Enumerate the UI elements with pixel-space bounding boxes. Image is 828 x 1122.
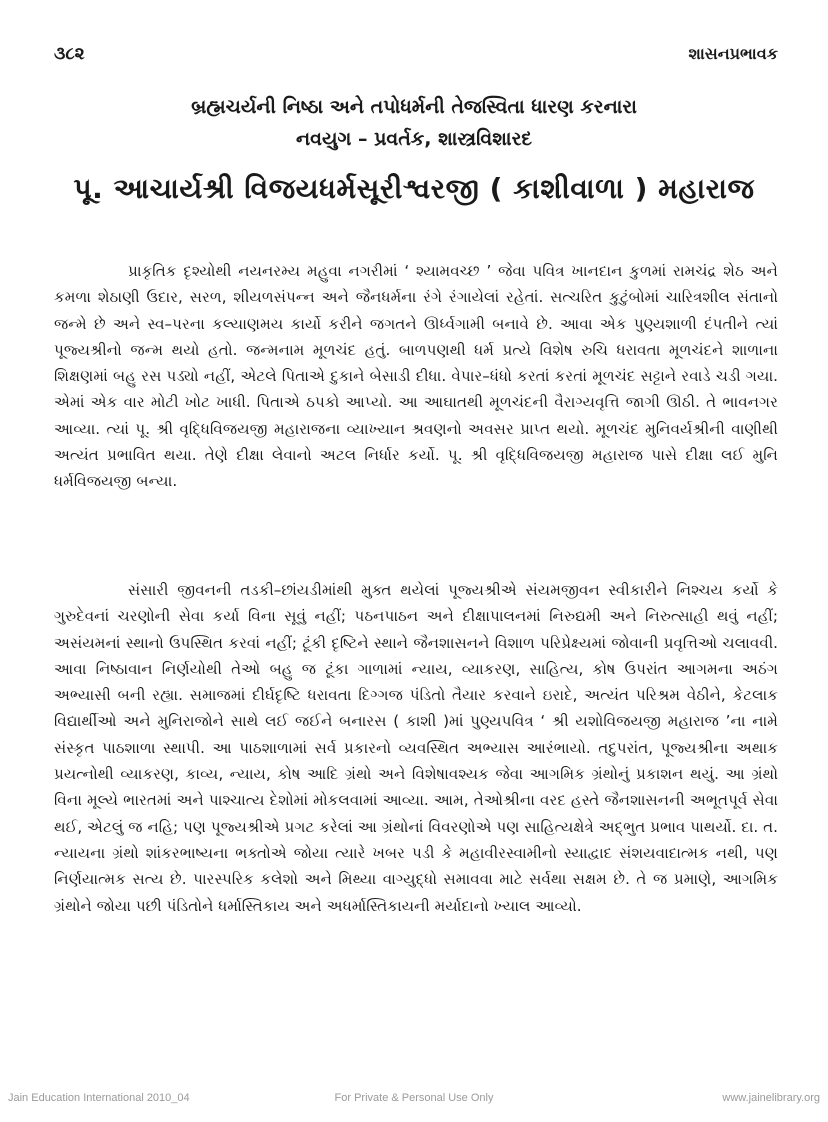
page-number: ૩૮૨ xyxy=(54,44,85,64)
footer-usage-note: For Private & Personal Use Only xyxy=(334,1092,494,1104)
subtitle-line-1: બ્રહ્મચર્યની નિષ્ઠા અને તપોધર્મની તેજસ્વિતા ધારણ કરનારા xyxy=(191,96,637,118)
footer-website-link[interactable]: www.jainelibrary.org xyxy=(722,1092,820,1104)
subtitle-line-2: નવયુગ – પ્રવર્તક, શાસ્ત્રવિશારદ xyxy=(295,128,533,150)
main-title: પૂ. આચાર્યશ્રી વિજયધર્મસૂરીશ્વરજી ( કાશીવાળા ) મહારાજ xyxy=(73,172,755,205)
body-paragraph-2 xyxy=(54,577,778,919)
footer-publisher: Jain Education International 2010_04 xyxy=(8,1092,190,1104)
body-paragraph-1 xyxy=(54,258,778,495)
paragraph-text: સંસારી જીવનની તડકી–છાંયડીમાંથી મુક્ત થયેલાં પૂજ્યશ્રીએ સંયમજીવન સ્વીકારીને નિશ્ચય કર્યો કે ગુરુદેવનાં ચરણોની સેવા કર્યા વિના સૂવું નહીં; પઠનપાઠન અને દીક્ષાપાલનમાં નિરુદ્યમી અને નિરુત્સાહી થવું નહીં; અસંયમનાં સ્થાનો ઉપસ્થિત કરવાં નહીં; ટૂંકી દૃષ્ટિને સ્થાને જૈનશાસનને વિશાળ પરિપ્રેક્ષ્યમાં જોવાની પ્રવૃત્તિઓ ચલાવવી. આવા નિષ્ઠાવાન નિર્ણયોથી તેઓ બહુ જ ટૂંકા ગાળામાં ન્યાય, વ્યાકરણ, સાહિત્ય, કોષ ઉપરાંત આગમના અઠંગ અભ્યાસી બની રહ્યા. સમાજમાં દીર્ઘદૃષ્ટિ ધરાવતા દિગ્ગજ પંડિતો તૈયાર કરવાને ઇરાદે, અત્યંત પરિશ્રમ વેઠીને, કેટલાક વિદ્યાર્થીઓ અને મુનિરાજોને સાથે લઈ જઈને બનારસ ( કાશી )માં પુણ્યપવિત્ર ‘ શ્રી યશોવિજયજી મહારાજ ’ના નામે સંસ્કૃત પાઠશાળા સ્થાપી. આ પાઠશાળામાં સર્વ પ્રકારનો વ્યવસ્થિત અભ્યાસ આરંભાયો. તદુપરાંત, પૂજ્યશ્રીના અથાક પ્રયત્નોથી વ્યાકરણ, કાવ્ય, ન્યાય, કોષ આદિ ગ્રંથો અને વિશેષાવશ્યક જેવા આગમિક ગ્રંથોનું પ્રકાશન થયું. આ ગ્રંથો વિના મૂલ્યે ભારતમાં અને પાશ્ચાત્ય દેશોમાં મોકલવામાં આવ્યા. આમ, તેઓશ્રીના વરદ હસ્તે જૈનશાસનની અભૂતપૂર્વ સેવા થઈ, એટલું જ નહિ; પણ પૂજ્યશ્રીએ પ્રગટ કરેલાં આ ગ્રંથોનાં વિવરણોએ પણ સાહિત્યક્ષેત્રે અદ્ભુત પ્રભાવ પાથર્યો. દા. ત. ન્યાયના ગ્રંથો શાંકરભાષ્યના ભક્તોએ જોયા ત્યારે ખબર પડી કે મહાવીરસ્વામીનો સ્યાદ્વાદ સંશયવાદાત્મક નથી, પણ નિર્ણયાત્મક સત્ય છે. પારસ્પરિક કલેશો અને મિથ્યા વાગ્યુદ્ધો સમાવવા માટે સર્વથા સક્ષમ છે. તે જ પ્રમાણે, આગમિક ગ્રંથોને જોયા પછી પંડિતોને ધર્માસ્તિકાય અને અધર્માસ્તિકાયની મર્યાદાનો ખ્યાલ આવ્યો. xyxy=(54,581,778,915)
running-head: શાસનપ્રભાવક xyxy=(688,44,778,63)
paragraph-text: પ્રાકૃતિક દૃશ્યોથી નયનરમ્ય મહુવા નગરીમાં ‘ શ્યામવચ્છ ’ જેવા પવિત્ર ખાનદાન કુળમાં રામચંદ્ર શેઠ અને કમળા શેઠાણી ઉદાર, સરળ, શીયળસંપન્ન અને જૈનધર્મના રંગે રંગાયેલાં રહેતાં. સત્ચરિત કુટુંબોમાં ચારિત્રશીલ સંતાનો જન્મે છે અને સ્વ–પરના કલ્યાણમય કાર્યો કરીને જગતને ઊર્ધ્વગામી બનાવે છે. આવા એક પુણ્યશાળી દંપતીને ત્યાં પૂજ્યશ્રીનો જન્મ થયો હતો. જન્મનામ મૂળચંદ હતું. બાળપણથી ધર્મ પ્રત્યે વિશેષ રુચિ ધરાવતા મૂળચંદને શાળાના શિક્ષણમાં બહુ રસ પડ્યો નહીં, એટલે પિતાએ દુકાને બેસાડી દીધા. વેપાર–ધંધો કરતાં કરતાં મૂળચંદ સટ્ટાને રવાડે ચડી ગયા. એમાં એક વાર મોટી ખોટ ખાધી. પિતાએ ઠપકો આપ્યો. આ આઘાતથી મૂળચંદની વૈરાગ્યવૃત્તિ જાગી ઊઠી. તે ભાવનગર આવ્યા. ત્યાં પૂ. શ્રી વૃદ્ધિવિજયજી મહારાજના વ્યાખ્યાન શ્રવણનો અવસર પ્રાપ્ત થયો. મૂળચંદ મુનિવર્યશ્રીની વાણીથી અત્યંત પ્રભાવિત થયા. તેણે દીક્ષા લેવાનો અટલ નિર્ધાર કર્યો. પૂ. શ્રી વૃદ્ધિવિજયજી મહારાજ પાસે દીક્ષા લઈ મુનિ ધર્મવિજયજી બન્યા. xyxy=(54,262,778,491)
